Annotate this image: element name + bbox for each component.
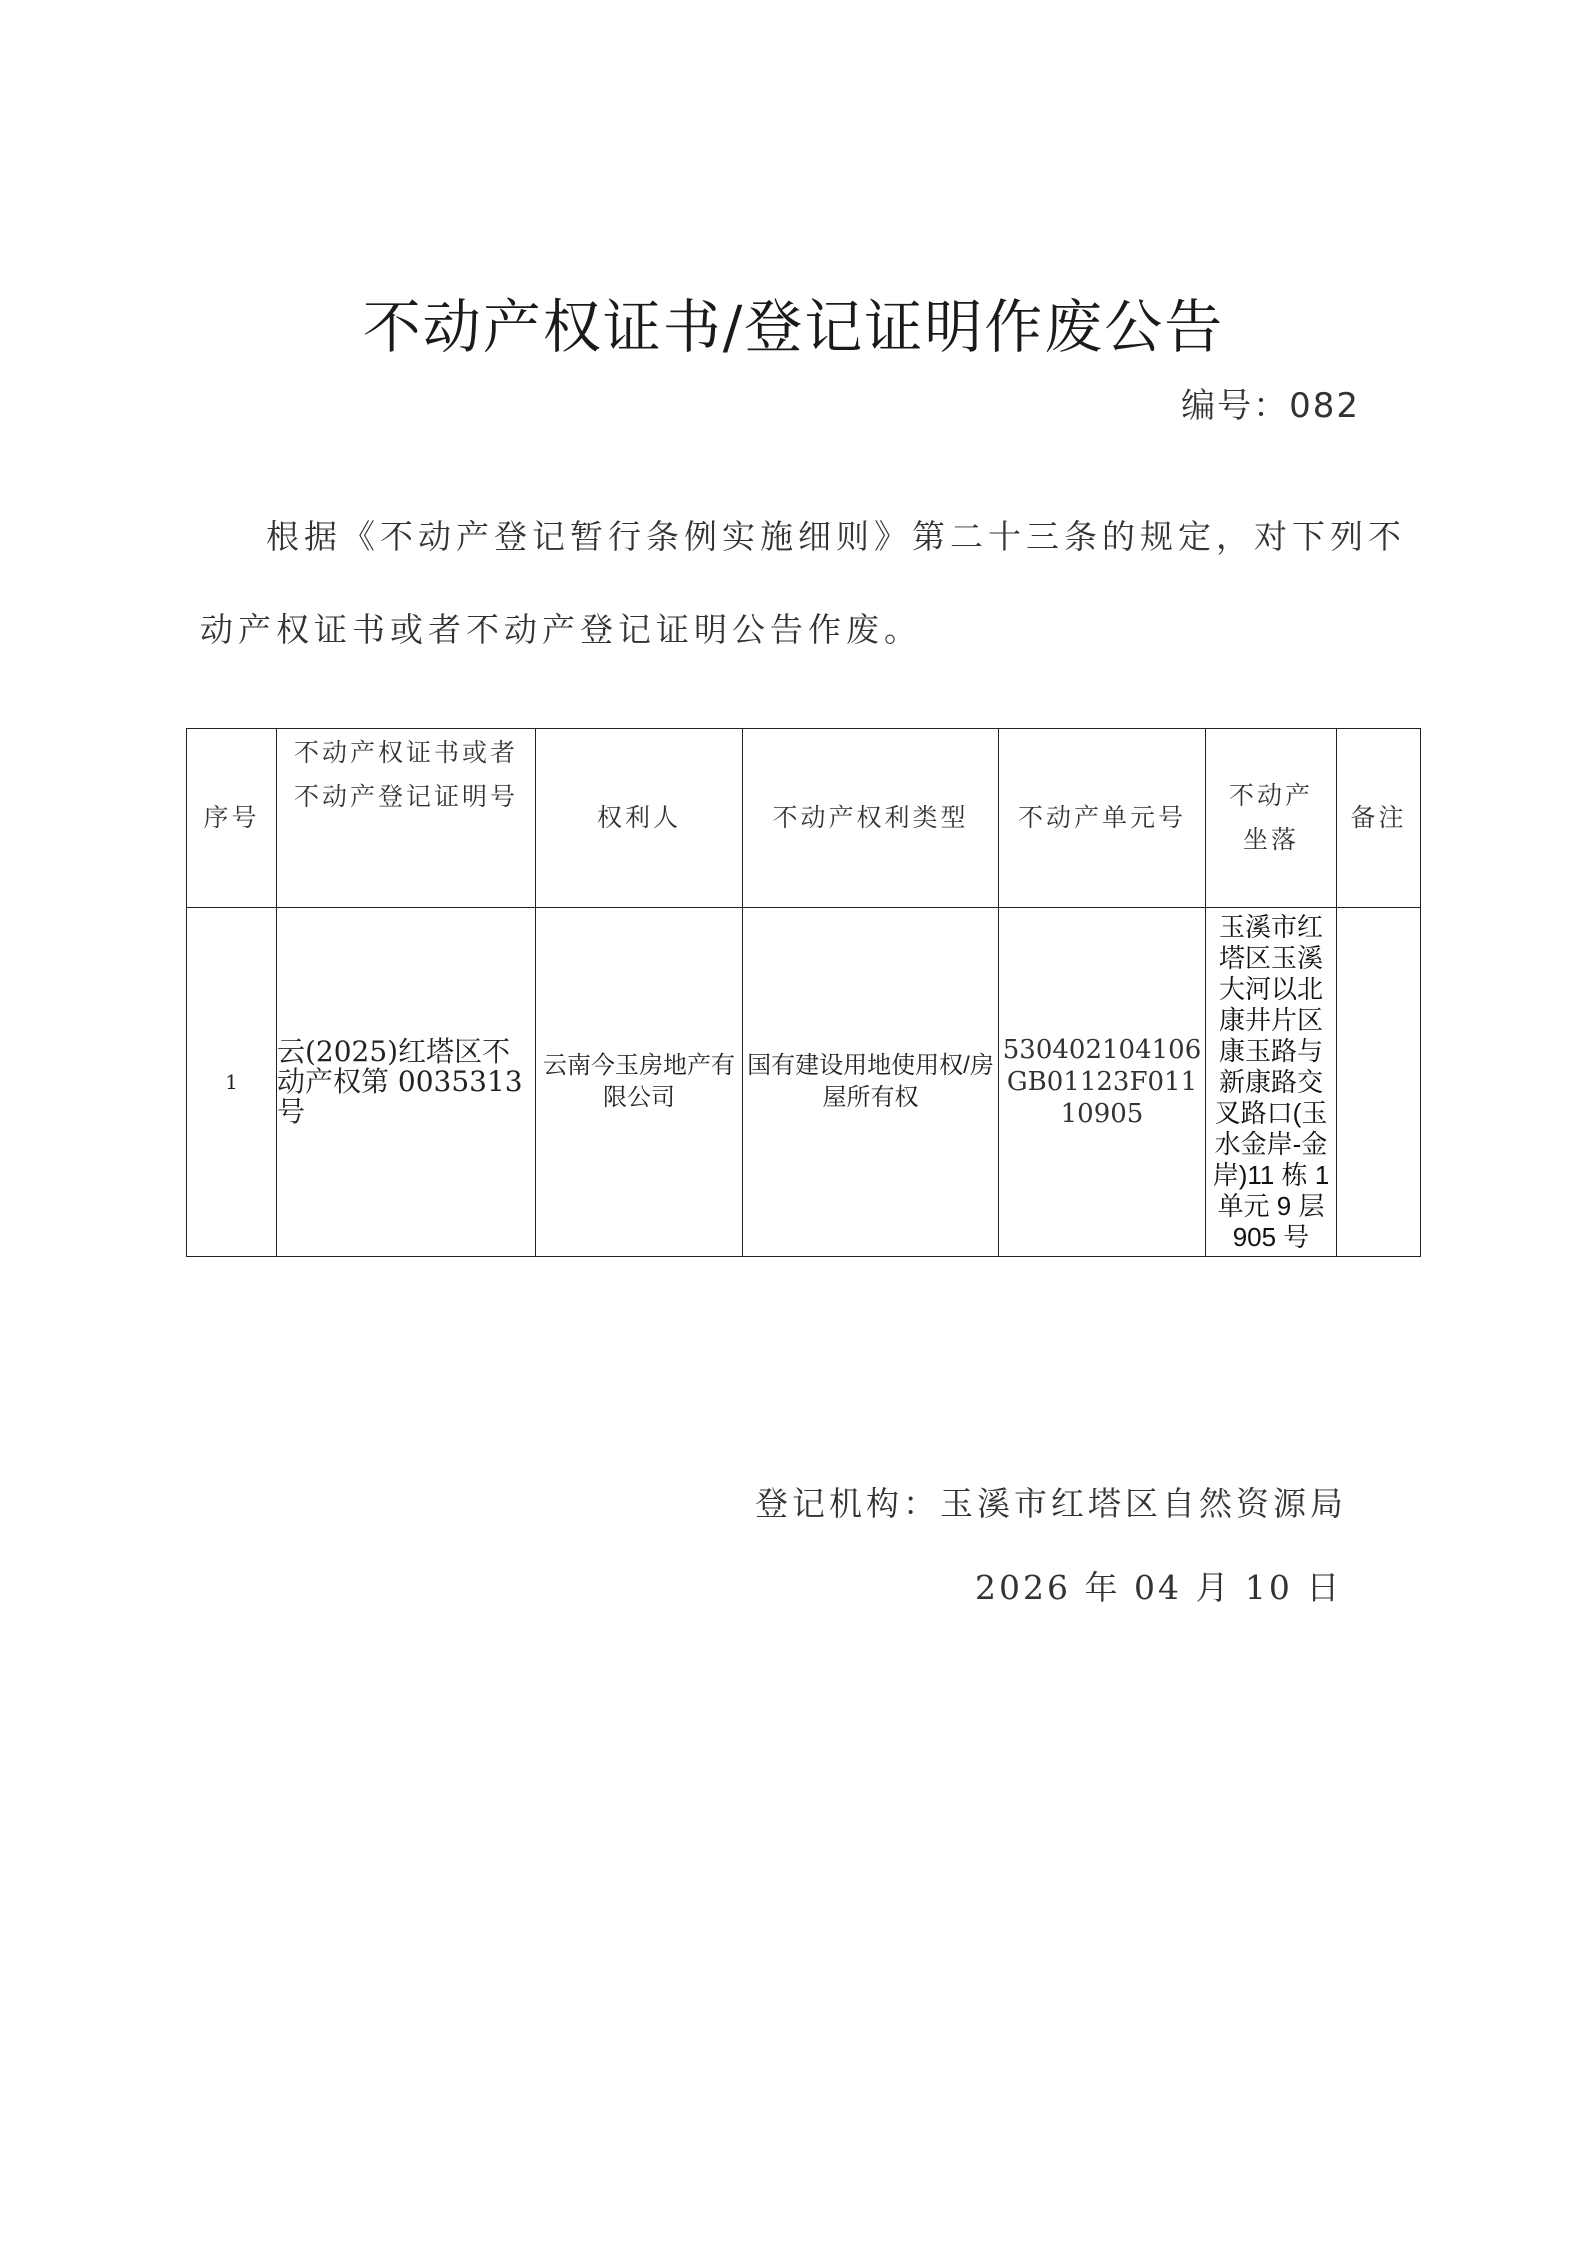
header-right-type: 不动产权利类型 [743,729,999,908]
header-location: 不动产坐落 [1206,729,1337,908]
header-unit-no: 不动产单元号 [999,729,1206,908]
cell-holder: 云南今玉房地产有限公司 [536,908,743,1257]
notice-intro: 根据《不动产登记暂行条例实施细则》第二十三条的规定，对下列不动产权证书或者不动产登记证明公告作废。 [200,517,1406,649]
cell-remarks [1337,908,1421,1257]
cell-location: 玉溪市红塔区玉溪大河以北康井片区康玉路与新康路交叉路口(玉水金岸-金岸)11 栋 1 单元 9 层 905 号 [1206,908,1337,1257]
table-header-row [187,729,1421,908]
registration-authority: 登记机构：玉溪市红塔区自然资源局 [755,1484,1347,1523]
header-cert: 不动产权证书或者不动产登记证明号 [277,729,536,908]
notice-title: 不动产权证书/登记证明作废公告 [362,293,1225,361]
notice-date: 2026 年 04 月 10 日 [975,1568,1343,1607]
cell-cert-number: 云(2025)红塔区不动产权第 0035313 号 [277,908,536,1257]
notice-number: 编号：082 [1181,386,1360,426]
voided-certificates-table [186,728,1421,1257]
cell-seq: 1 [187,908,277,1257]
table-row [187,908,1421,1257]
cell-unit-number: 530402104106GB01123F01110905 [999,908,1206,1257]
header-remarks: 备注 [1337,729,1421,908]
cell-right-type: 国有建设用地使用权/房屋所有权 [743,908,999,1257]
header-seq: 序号 [187,729,277,908]
header-holder: 权利人 [536,729,743,908]
